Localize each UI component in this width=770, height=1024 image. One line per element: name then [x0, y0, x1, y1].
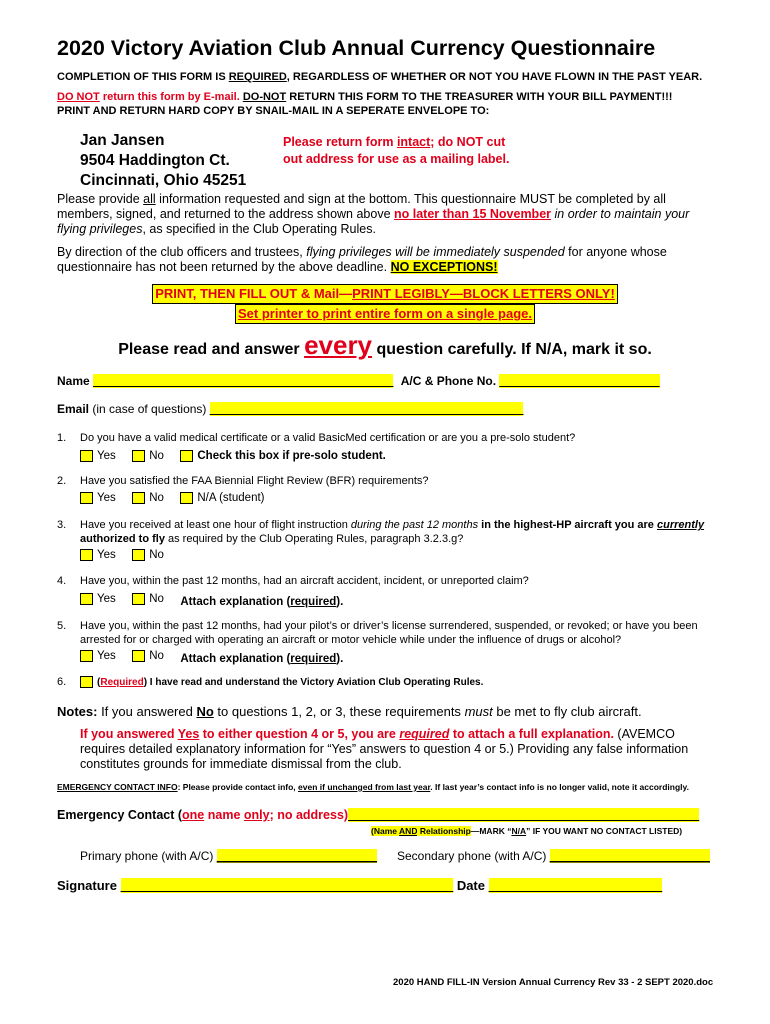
q4-yes-label: Yes	[97, 593, 116, 605]
q2-text: Have you satisfied the FAA Biennial Flight Review (BFR) requirements?	[80, 475, 429, 487]
intro1-f: , as specified in the Club Operating Rules.	[142, 222, 376, 236]
emergency-info-a: : Please provide contact info,	[177, 782, 299, 792]
warning-line-2: PRINT AND RETURN HARD COPY BY SNAIL-MAIL IN A SEPERATE ENVELOPE TO:	[57, 105, 490, 117]
q2-na-option[interactable]	[180, 492, 264, 504]
question-5	[57, 619, 757, 647]
q5-options	[80, 649, 355, 667]
q4-attach-pre: Attach explanation (	[180, 596, 291, 608]
yes-note-line-2: requires detailed explanatory information for “Yes” answers to question 4 or 5.) Providing any false information	[80, 742, 689, 756]
email-field[interactable]: _______________________________________________	[209, 402, 524, 416]
address-line-1: Jan Jansen	[80, 132, 165, 149]
banner-line-1	[152, 284, 618, 304]
q4-yes-option[interactable]	[80, 593, 116, 605]
q4-no-checkbox[interactable]	[132, 593, 145, 605]
question-4	[57, 575, 529, 587]
q1-no-label: No	[149, 450, 164, 462]
q6-checkbox[interactable]	[80, 676, 93, 688]
footer-filename: 2020 HAND FILL-IN Version Annual Currency Rev 33 - 2 SEPT 2020.doc	[393, 977, 714, 988]
q3-no-option[interactable]	[132, 549, 164, 561]
q1-yes-checkbox[interactable]	[80, 450, 93, 462]
date-label: Date	[456, 878, 485, 893]
q5-attach	[180, 653, 343, 665]
mailing-address	[80, 131, 246, 191]
q5-attach-close: ).	[336, 653, 344, 665]
name-row	[57, 374, 660, 388]
primary-phone-label: Primary phone (with A/C)	[80, 849, 214, 863]
q5-text-2: arrested for or charged with operating an aircraft or motor vehicle while under the influence of drugs or alcohol?	[80, 634, 622, 646]
emergency-sub-end: ” IF YOU WANT NO CONTACT LISTED)	[526, 826, 683, 836]
intro2-c: for anyone whose	[564, 245, 667, 259]
q1-text: Do you have a valid medical certificate or a valid BasicMed certification or are you a pre-solo student?	[80, 432, 576, 444]
q2-yes-label: Yes	[97, 492, 116, 504]
q5-text-1: Have you, within the past 12 months, had your pilot’s or driver’s license surrendered, suspended, or revoked; or have you been	[80, 620, 698, 632]
completion-notice	[57, 71, 702, 83]
signature-row	[57, 878, 662, 893]
q3-c: in the highest-HP aircraft you are	[478, 519, 657, 531]
q6-required: Required	[100, 676, 144, 688]
emergency-info-even: even if unchanged from last year	[298, 782, 431, 792]
question-2	[57, 475, 429, 487]
q5-no-checkbox[interactable]	[132, 650, 145, 662]
notes-c: be met to fly club aircraft.	[492, 704, 642, 719]
return-note-line-2: out address for use as a mailing label.	[283, 152, 510, 166]
q2-yes-option[interactable]	[80, 492, 116, 504]
yes-note	[80, 727, 750, 772]
q3-b: during the past 12 months	[350, 519, 479, 531]
q2-number: 2.	[57, 475, 67, 487]
q3-e: authorized to fly	[80, 533, 165, 545]
q5-number: 5.	[57, 620, 67, 632]
question-1	[57, 432, 575, 444]
q2-no-checkbox[interactable]	[132, 492, 145, 504]
intro1-d: in order to maintain your	[551, 207, 690, 221]
q4-number: 4.	[57, 575, 67, 587]
q2-na-checkbox[interactable]	[180, 492, 193, 504]
intro1-all: all	[143, 192, 156, 206]
warning-line-1	[57, 91, 672, 103]
phone-label: A/C & Phone No.	[400, 374, 497, 388]
notes-a: If you answered	[97, 704, 197, 719]
return-note-pre: Please return form	[283, 135, 397, 149]
emergency-one: one	[182, 808, 205, 822]
notes-no: No	[196, 704, 214, 719]
q6-open: (	[97, 676, 101, 688]
completion-required: REQUIRED	[228, 71, 287, 83]
address-line-2: 9504 Haddington Ct.	[80, 152, 230, 169]
banner-line-1b: PRINT LEGIBLY—BLOCK LETTERS ONLY!	[352, 286, 615, 301]
emergency-sub-open: (	[371, 826, 374, 836]
q5-yes-label: Yes	[97, 650, 116, 662]
return-note	[283, 134, 509, 168]
print-banner	[0, 284, 770, 324]
emergency-name: name	[204, 808, 244, 822]
q5-yes-option[interactable]	[80, 650, 116, 662]
q5-no-option[interactable]	[132, 650, 164, 662]
emergency-contact-field[interactable]: __________________________________________________	[348, 808, 700, 822]
emergency-label: Emergency Contact (	[57, 808, 183, 822]
warning-rest: RETURN THIS FORM TO THE TREASURER WITH YOUR BILL PAYMENT!!!	[286, 91, 673, 103]
intro-paragraph-2	[57, 245, 727, 275]
q1-number: 1.	[57, 432, 67, 444]
q4-yes-checkbox[interactable]	[80, 593, 93, 605]
yes-note-b: to either question 4 or 5, you are	[199, 727, 400, 741]
q4-attach	[180, 596, 343, 608]
notes-must: must	[464, 704, 493, 719]
question-3	[57, 518, 747, 546]
yes-note-d: (AVEMCO	[613, 727, 675, 741]
q1-yes-label: Yes	[97, 450, 116, 462]
banner-line-1a: PRINT, THEN FILL OUT & Mail—	[155, 286, 353, 301]
q3-f: as required by the Club Operating Rules, paragraph 3.2.3.g?	[164, 533, 464, 545]
q3-no-label: No	[149, 549, 164, 561]
primary-phone-row	[80, 849, 377, 863]
q1-no-option[interactable]	[132, 450, 164, 462]
q4-options	[80, 592, 355, 610]
primary-phone-field[interactable]: ________________________	[216, 849, 377, 863]
email-row	[57, 402, 523, 416]
emergency-contact-row	[57, 808, 699, 822]
q4-attach-close: ).	[336, 596, 344, 608]
q3-options	[80, 548, 176, 566]
emergency-subnote	[371, 826, 682, 836]
q6-text: ) I have read and understand the Victory Aviation Club Operating Rules.	[143, 676, 484, 688]
intro1-a: Please provide	[57, 192, 144, 206]
q5-attach-pre: Attach explanation (	[180, 653, 291, 665]
emergency-sub-name: Name	[373, 826, 400, 836]
q5-no-label: No	[149, 650, 164, 662]
completion-post: , REGARDLESS OF WHETHER OR NOT YOU HAVE FLOWN IN THE PAST YEAR.	[286, 71, 703, 83]
q3-number: 3.	[57, 519, 67, 531]
emergency-info-label: EMERGENCY CONTACT INFO	[57, 782, 178, 792]
q3-no-checkbox[interactable]	[132, 549, 145, 561]
emergency-sub-and: AND	[399, 826, 418, 836]
phone-field[interactable]: ________________________	[499, 374, 660, 388]
secondary-phone-row	[397, 849, 710, 863]
read-pre: Please read and answer	[118, 341, 305, 358]
yes-note-line-3: constitutes grounds for immediate dismissal from the club.	[80, 757, 402, 771]
read-post: question carefully. If N/A, mark it so.	[372, 341, 652, 358]
intro2-d: questionnaire has not been returned by the above deadline.	[57, 260, 391, 274]
q2-yes-checkbox[interactable]	[80, 492, 93, 504]
q2-no-label: No	[149, 492, 164, 504]
question-6	[57, 676, 483, 688]
intro1-deadline: no later than 15 November	[394, 207, 552, 221]
signature-label: Signature	[57, 878, 117, 893]
secondary-phone-label: Secondary phone (with A/C)	[397, 849, 547, 863]
emergency-info-b: . If last year’s contact info is no longer valid, note it accordingly.	[430, 782, 689, 792]
address-line-3: Cincinnati, Ohio 45251	[80, 172, 247, 189]
q3-yes-option[interactable]	[80, 549, 116, 561]
q6-number: 6.	[57, 676, 67, 688]
q4-text: Have you, within the past 12 months, had an aircraft accident, incident, or unreported claim?	[80, 575, 529, 587]
emergency-sub-rest: —MARK “	[470, 826, 512, 836]
intro1-c: members, signed, and returned to the address shown above	[57, 207, 395, 221]
emergency-sub-na: N/A	[511, 826, 527, 836]
intro-paragraph-1	[57, 192, 727, 237]
intro1-e: flying privileges	[57, 222, 143, 236]
q2-na-label: N/A (student)	[197, 492, 265, 504]
q3-a: Have you received at least one hour of flight instruction	[80, 519, 351, 531]
q2-options	[80, 491, 277, 509]
q3-yes-label: Yes	[97, 549, 116, 561]
q1-yes-option[interactable]	[80, 450, 116, 462]
yes-note-yes: Yes	[177, 727, 200, 741]
page-title: 2020 Victory Aviation Club Annual Currency Questionnaire	[57, 36, 656, 60]
date-field[interactable]: ________________________	[488, 878, 663, 893]
q1-presolo-option[interactable]	[180, 450, 386, 462]
q5-yes-checkbox[interactable]	[80, 650, 93, 662]
yes-note-a: If you answered	[80, 727, 178, 741]
return-note-intact: intact	[396, 135, 431, 149]
email-note: (in case of questions)	[89, 402, 210, 416]
banner-line-2: Set printer to print entire form on a single page.	[235, 304, 535, 324]
q1-no-checkbox[interactable]	[132, 450, 145, 462]
q3-yes-checkbox[interactable]	[80, 549, 93, 561]
q4-no-option[interactable]	[132, 593, 164, 605]
q1-presolo-checkbox[interactable]	[180, 450, 193, 462]
notes-label: Notes:	[57, 704, 98, 719]
return-note-post: ; do NOT cut	[430, 135, 506, 149]
notes-b: to questions 1, 2, or 3, these requirements	[213, 704, 465, 719]
q1-presolo-label: Check this box if pre-solo student.	[197, 450, 386, 462]
q2-no-option[interactable]	[132, 492, 164, 504]
read-every: every	[304, 330, 373, 360]
warning-do-not-2: DO-NOT	[242, 91, 287, 103]
emergency-info	[57, 782, 689, 792]
intro2-b: flying privileges will be immediately suspended	[306, 245, 565, 259]
emergency-sub-rel: Relationship	[417, 826, 471, 836]
yes-note-c: to attach a full explanation.	[449, 727, 614, 741]
q4-no-label: No	[149, 593, 164, 605]
completion-pre: COMPLETION OF THIS FORM IS	[57, 71, 229, 83]
name-label: Name	[57, 374, 90, 388]
yes-note-required: required	[399, 727, 450, 741]
secondary-phone-field[interactable]: ________________________	[549, 849, 710, 863]
read-instruction	[0, 330, 770, 361]
warning-email: return this form by E-mail.	[99, 91, 243, 103]
intro2-a: By direction of the club officers and trustees,	[57, 245, 307, 259]
q3-d: currently	[656, 519, 705, 531]
emergency-rest: ; no address)	[269, 808, 349, 822]
signature-field[interactable]: ______________________________________________	[120, 878, 454, 893]
intro1-b: information requested and sign at the bottom. This questionnaire MUST be completed by all	[155, 192, 666, 206]
q1-options	[80, 449, 398, 467]
name-field[interactable]: _____________________________________________	[93, 374, 394, 388]
intro2-exceptions: NO EXCEPTIONS!	[390, 260, 498, 274]
warning-do-not: DO NOT	[57, 91, 100, 103]
notes	[57, 704, 642, 719]
email-label: Email	[57, 402, 90, 416]
emergency-only: only	[243, 808, 270, 822]
q5-attach-required: required	[290, 653, 337, 665]
q4-attach-required: required	[290, 596, 337, 608]
